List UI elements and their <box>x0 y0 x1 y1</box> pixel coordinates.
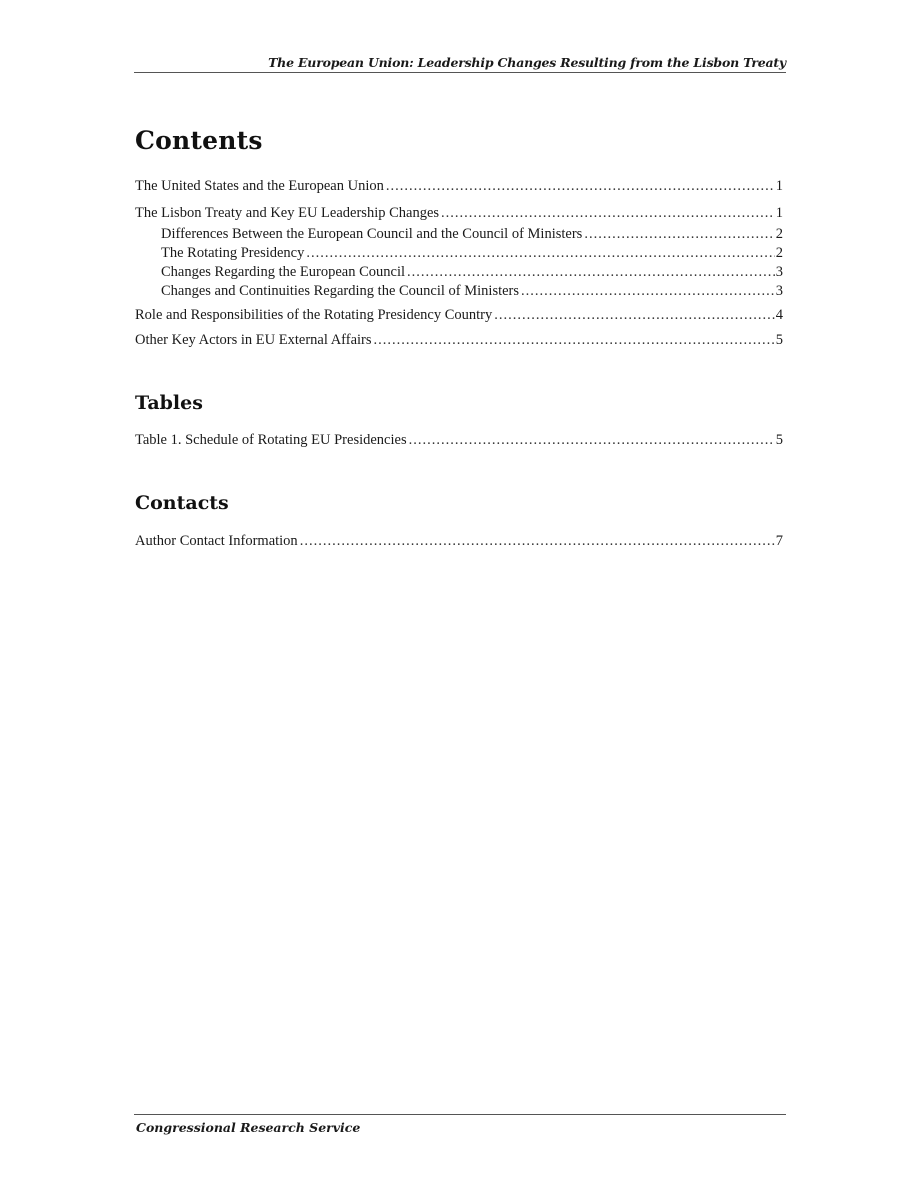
toc-entry[interactable] <box>135 306 783 324</box>
toc-entry-page: 1 <box>775 205 783 221</box>
toc-entry-label: Table 1. Schedule of Rotating EU Presidencies <box>135 432 407 448</box>
toc-entry-page: 5 <box>775 332 783 348</box>
toc-entry-label: The Lisbon Treaty and Key EU Leadership Changes <box>135 205 440 221</box>
dot-leader <box>584 225 774 243</box>
toc-entry-page: 7 <box>775 533 783 549</box>
toc-entry-label: The Rotating Presidency <box>161 245 305 261</box>
tables-heading: Tables <box>135 392 203 414</box>
toc-entry[interactable] <box>161 244 783 262</box>
toc-entry[interactable] <box>161 263 783 281</box>
running-header: The European Union: Leadership Changes Resulting from the Lisbon Treaty <box>268 55 786 70</box>
toc-entry-page: 2 <box>775 245 783 261</box>
toc-entry-label: Author Contact Information <box>135 533 298 549</box>
toc-entry[interactable] <box>161 282 783 300</box>
toc-entry[interactable] <box>161 225 783 243</box>
toc-entry-page: 5 <box>775 432 783 448</box>
toc-entry[interactable] <box>135 177 783 195</box>
header-rule <box>134 72 786 73</box>
toc-entry-label: Changes Regarding the European Council <box>161 264 406 280</box>
dot-leader <box>441 204 775 222</box>
footer-rule <box>134 1114 786 1115</box>
toc-entry-page: 4 <box>775 307 783 323</box>
toc-entry-label: Changes and Continuities Regarding the Council of Ministers <box>161 283 520 299</box>
toc-entry-label: Differences Between the European Council and the Council of Ministers <box>161 226 583 242</box>
dot-leader <box>386 177 775 195</box>
dot-leader <box>521 282 775 300</box>
toc-entry-page: 3 <box>775 283 783 299</box>
toc-entry-page: 1 <box>775 178 783 194</box>
contents-heading: Contents <box>135 126 263 155</box>
dot-leader <box>300 532 775 550</box>
dot-leader <box>494 306 775 324</box>
toc-entry[interactable] <box>135 204 783 222</box>
running-footer: Congressional Research Service <box>136 1120 361 1135</box>
toc-entry[interactable] <box>135 532 783 550</box>
toc-entry-label: The United States and the European Union <box>135 178 384 194</box>
toc-entry[interactable] <box>135 431 783 449</box>
dot-leader <box>409 431 775 449</box>
toc-entry-label: Role and Responsibilities of the Rotating Presidency Country <box>135 307 493 323</box>
contacts-heading: Contacts <box>135 492 229 514</box>
dot-leader <box>306 244 774 262</box>
toc-entry-label: Other Key Actors in EU External Affairs <box>135 332 372 348</box>
toc-entry[interactable] <box>135 331 783 349</box>
dot-leader <box>374 331 775 349</box>
dot-leader <box>407 263 775 281</box>
toc-entry-page: 3 <box>775 264 783 280</box>
toc-entry-page: 2 <box>775 226 783 242</box>
